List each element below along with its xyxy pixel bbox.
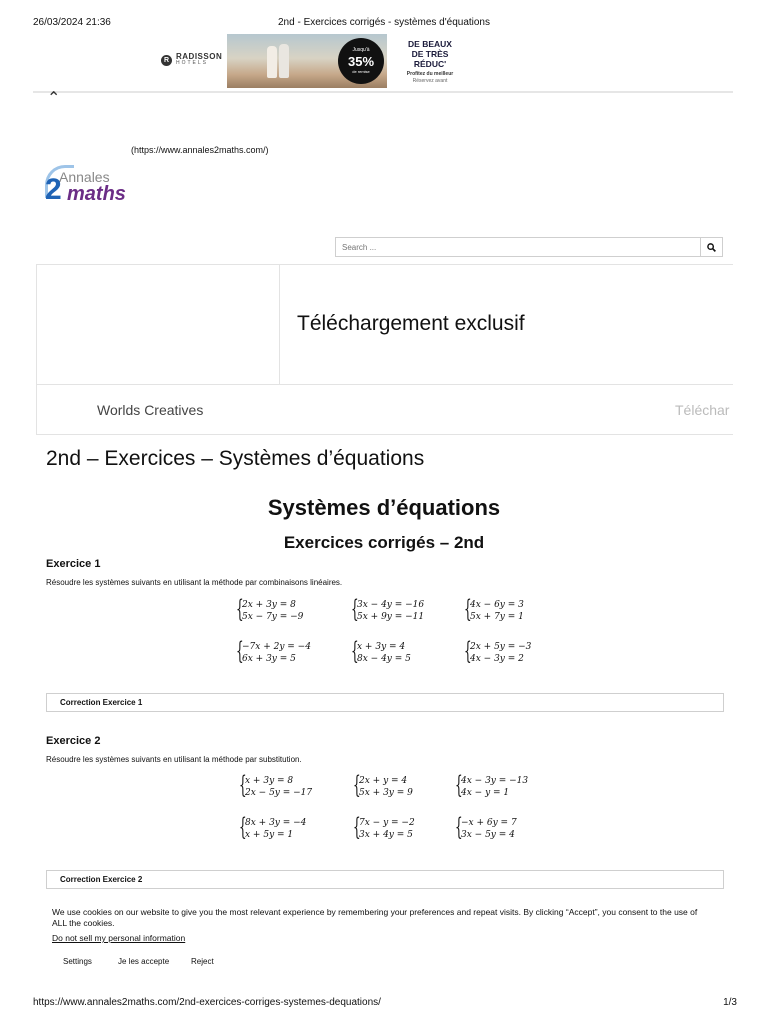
exercise-instruction: Résoudre les systèmes suivants en utilisant la méthode par combinaisons linéaires. [46,578,343,587]
logo-maths: maths [67,183,126,205]
site-url[interactable]: (https://www.annales2maths.com/) [131,145,269,155]
promo-title[interactable]: Téléchargement exclusif [297,312,525,335]
exercise-instruction: Résoudre les systèmes suivants en utilisant la méthode par substitution. [46,755,302,764]
cookie-settings-button[interactable]: Settings [63,957,92,966]
ad-logo [161,53,222,67]
promo-image-cell [37,265,280,384]
ad-brand: RADISSON HOTELS [176,52,223,66]
divider [33,91,733,93]
radisson-mark-icon: R [161,55,172,66]
correction-label: Correction Exercice 1 [60,698,143,707]
exercise-heading: Exercice 2 [46,735,101,747]
ad-brand-sub: HOTELS [176,60,209,66]
ad-discount-badge: Jusqu'à 35% de remise [338,38,384,84]
promo-left-label[interactable]: Worlds Creatives [97,402,204,418]
logo-annales: Annales [59,169,110,185]
document-title: Systèmes d’équations [267,495,501,520]
correction-toggle[interactable] [46,693,724,712]
cookie-reject-button[interactable]: Reject [191,957,214,966]
exercise-heading: Exercice 1 [46,558,101,570]
document-subtitle: Exercices corrigés – 2nd [283,533,485,552]
do-not-sell-link[interactable]: Do not sell my personal information [52,933,186,943]
search-input[interactable] [340,239,699,255]
print-date: 26/03/2024 21:36 [33,17,111,28]
search-form [335,237,723,257]
ad-banner[interactable] [155,34,467,88]
print-url: https://www.annales2maths.com/2nd-exercices-corriges-systemes-dequations/ [33,997,381,1008]
page-title: 2nd – Exercices – Systèmes d’équations [46,447,425,470]
search-button[interactable] [700,238,722,256]
site-logo[interactable] [45,165,130,215]
cookie-notice: We use cookies on our website to give you the most relevant experience by remembering your preferences and repeat visits. By clicking “Accept”, you consent to the use of ALL the cookies. [52,907,698,928]
correction-label: Correction Exercice 2 [60,875,143,884]
chevron-up-icon[interactable]: ⌃ [47,90,61,107]
logo-two: 2 [45,173,62,206]
ad-headline: DE BEAUX DE TRÈS RÉDUC' Profitez du meilleur Réservez avant [406,39,454,84]
print-title: 2nd - Exercices corrigés - systèmes d'équations [278,17,490,28]
search-icon [707,243,716,252]
cookie-accept-button[interactable]: Je les accepte [118,957,170,966]
print-page-number: 1/3 [723,997,737,1008]
promo-right-label[interactable]: Téléchar [675,402,730,418]
correction-toggle[interactable] [46,870,724,889]
